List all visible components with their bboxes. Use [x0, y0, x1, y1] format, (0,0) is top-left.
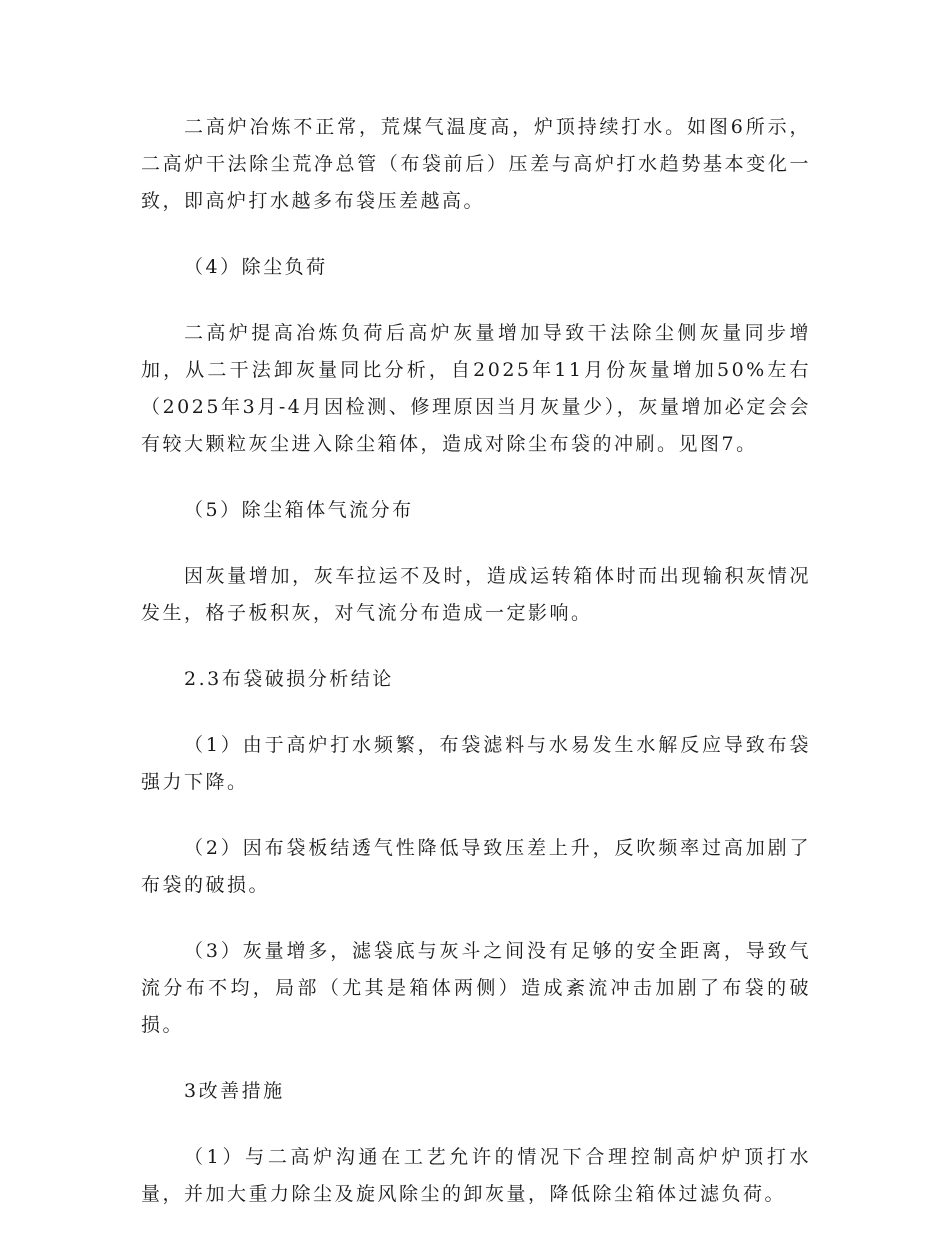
paragraph-measure-1: （1）与二高炉沟通在工艺允许的情况下合理控制高炉炉顶打水量，并加大重力除尘及旋风除尘的卸灰量，降低除尘箱体过滤负荷。 — [141, 1146, 811, 1205]
heading-improvement-measures: 3改善措施 — [184, 1080, 285, 1102]
heading-analysis-conclusion: 2.3布袋破损分析结论 — [184, 668, 394, 690]
paragraph-conclusion-1: （1）由于高炉打水频繁，布袋滤料与水易发生水解反应导致布袋强力下降。 — [141, 734, 811, 793]
heading-dust-load: （4）除尘负荷 — [184, 256, 328, 278]
heading-airflow-distribution: （5）除尘箱体气流分布 — [184, 499, 414, 521]
paragraph-blast-furnace-water: 二高炉冶炼不正常，荒煤气温度高，炉顶持续打水。如图6所示，二高炉干法除尘荒净总管（布袋前后）压差与高炉打水趋势基本变化一致，即高炉打水越多布袋压差越高。 — [141, 116, 811, 212]
paragraph-dust-load: 二高炉提高冶炼负荷后高炉灰量增加导致干法除尘侧灰量同步增加，从二干法卸灰量同比分析，自2025年11月份灰量增加50%左右（2025年3月-4月因检测、修理原因当月灰量少），灰量增加必定会会有较大颗粒灰尘进入除尘箱体，造成对除尘布袋的冲刷。见图7。 — [141, 322, 811, 455]
document-body — [141, 109, 811, 1242]
paragraph-conclusion-3: （3）灰量增多，滤袋底与灰斗之间没有足够的安全距离，导致气流分布不均，局部（尤其是箱体两侧）造成紊流冲击加剧了布袋的破损。 — [141, 940, 811, 1036]
paragraph-conclusion-2: （2）因布袋板结透气性降低导致压差上升，反吹频率过高加剧了布袋的破损。 — [141, 837, 811, 896]
paragraph-airflow-distribution: 因灰量增加，灰车拉运不及时，造成运转箱体时而出现输积灰情况发生，格子板积灰，对气流分布造成一定影响。 — [141, 565, 811, 624]
